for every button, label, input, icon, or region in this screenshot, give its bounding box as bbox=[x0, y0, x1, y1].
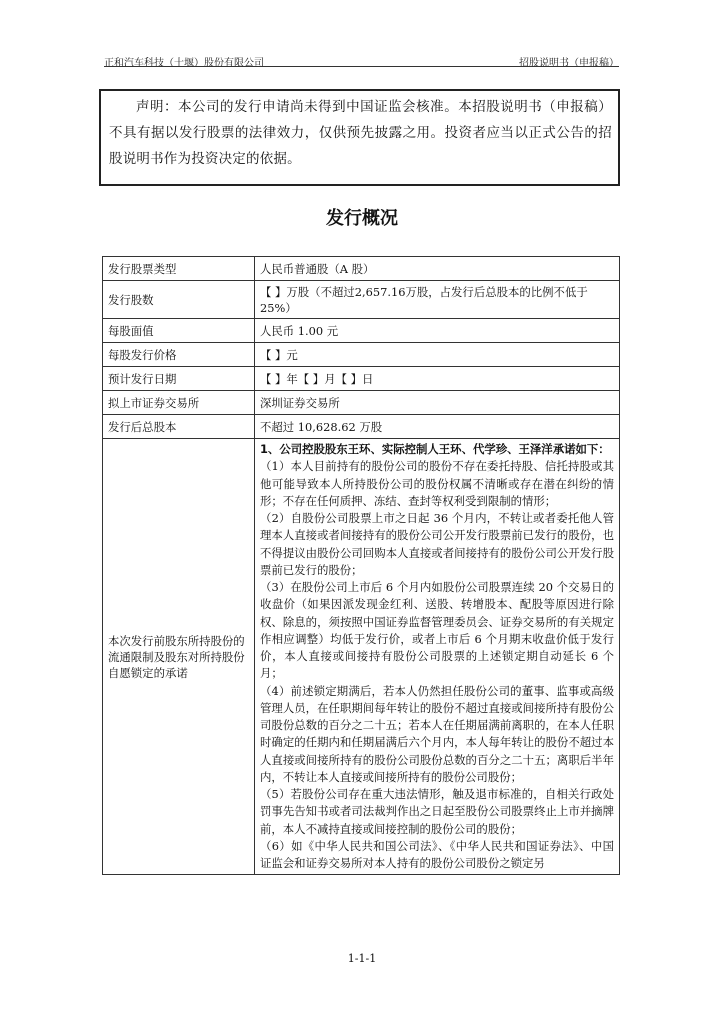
lockup-item: （5）若股份公司存在重大违法情形，触及退市标准的，自相关行政处罚事先告知书或者司法裁判作出之日起至股份公司股票终止上市并摘牌前，本人不减持直接或间接控制的股份公司的股份； bbox=[260, 787, 614, 836]
lockup-item: （6）如《中华人民共和国公司法》、《中华人民共和国证券法》、中国证监会和证券交易所对本人持有的股份公司股份之锁定另 bbox=[260, 838, 614, 870]
row-value: 深圳证券交易所 bbox=[255, 391, 620, 415]
offering-table bbox=[102, 256, 620, 875]
row-value: 不超过 10,628.62 万股 bbox=[255, 415, 620, 439]
table-row-lockup bbox=[103, 439, 620, 875]
row-key: 预计发行日期 bbox=[103, 367, 255, 391]
table-row bbox=[103, 415, 620, 439]
row-value: 人民币普通股（A 股） bbox=[255, 257, 620, 281]
lockup-value bbox=[255, 439, 620, 875]
table-row bbox=[103, 391, 620, 415]
row-key: 每股面值 bbox=[103, 319, 255, 343]
row-value: 【 】万股（不超过2,657.16万股，占发行后总股本的比例不低于25%） bbox=[255, 281, 620, 319]
table-row bbox=[103, 281, 620, 319]
row-key: 每股发行价格 bbox=[103, 343, 255, 367]
table-row bbox=[103, 343, 620, 367]
header-company: 正和汽车科技（十堰）股份有限公司 bbox=[104, 58, 264, 69]
lockup-item: （1）本人目前持有的股份公司的股份不存在委托持股、信托持股或其他可能导致本人所持股份公司的股份权属不清晰或存在潜在纠纷的情形；不存在任何质押、冻结、查封等权利受到限制的情形； bbox=[260, 459, 614, 508]
lockup-item: （4）前述锁定期满后，若本人仍然担任股份公司的董事、监事或高级管理人员，在任职期间每年转让的股份不超过直接或间接所持有股份公司股份总数的百分之二十五；若本人在任期届满前离职的，在本人任职时确定的任期内和任期届满后六个月内，本人每年转让的股份不超过本人直接或间接所持有的股份公司股份总数的百分之二十五；离职后半年内，不转让本人直接或间接所持有的股份公司股份； bbox=[260, 683, 614, 784]
page-number: 1-1-1 bbox=[347, 952, 377, 965]
lockup-item: （2）自股份公司股票上市之日起 36 个月内，不转让或者委托他人管理本人直接或者间接持有的股份公司公开发行股票前已发行的股份，也不得提议由股份公司回购本人直接或者间接持有的股份公司公开发行股票前已发行的股份； bbox=[260, 511, 614, 577]
header-rule bbox=[104, 66, 619, 67]
row-key: 发行后总股本 bbox=[103, 415, 255, 439]
row-key: 发行股数 bbox=[103, 281, 255, 319]
row-value: 【 】元 bbox=[255, 343, 620, 367]
header-doc-type: 招股说明书（申报稿） bbox=[519, 58, 619, 69]
table-row bbox=[103, 319, 620, 343]
lockup-key: 本次发行前股东所持股份的流通限制及股东对所持股份自愿锁定的承诺 bbox=[103, 439, 255, 875]
page-title: 发行概况 bbox=[326, 208, 398, 229]
row-key: 发行股票类型 bbox=[103, 257, 255, 281]
declaration-box: 声明：本公司的发行申请尚未得到中国证监会核准。本招股说明书（申报稿）不具有据以发行股票的法律效力，仅供预先披露之用。投资者应当以正式公告的招股说明书作为投资决定的依据。 bbox=[99, 89, 620, 186]
row-value: 【 】年【 】月【 】日 bbox=[255, 367, 620, 391]
row-key: 拟上市证券交易所 bbox=[103, 391, 255, 415]
table-row bbox=[103, 367, 620, 391]
row-value: 人民币 1.00 元 bbox=[255, 319, 620, 343]
lockup-heading: 1、公司控股股东王环、实际控制人王环、代学珍、王泽洋承诺如下： bbox=[260, 442, 610, 456]
table-row bbox=[103, 257, 620, 281]
lockup-item: （3）在股份公司上市后 6 个月内如股份公司股票连续 20 个交易日的收盘价（如果因派发现金红利、送股、转增股本、配股等原因进行除权、除息的，须按照中国证券监督管理委员会、证券交易所的有关规定作相应调整）均低于发行价，或者上市后 6 个月期末收盘价低于发行价，本人直接或间接持有股份公司股票的上述锁定期自动延长 6 个月； bbox=[260, 580, 614, 681]
